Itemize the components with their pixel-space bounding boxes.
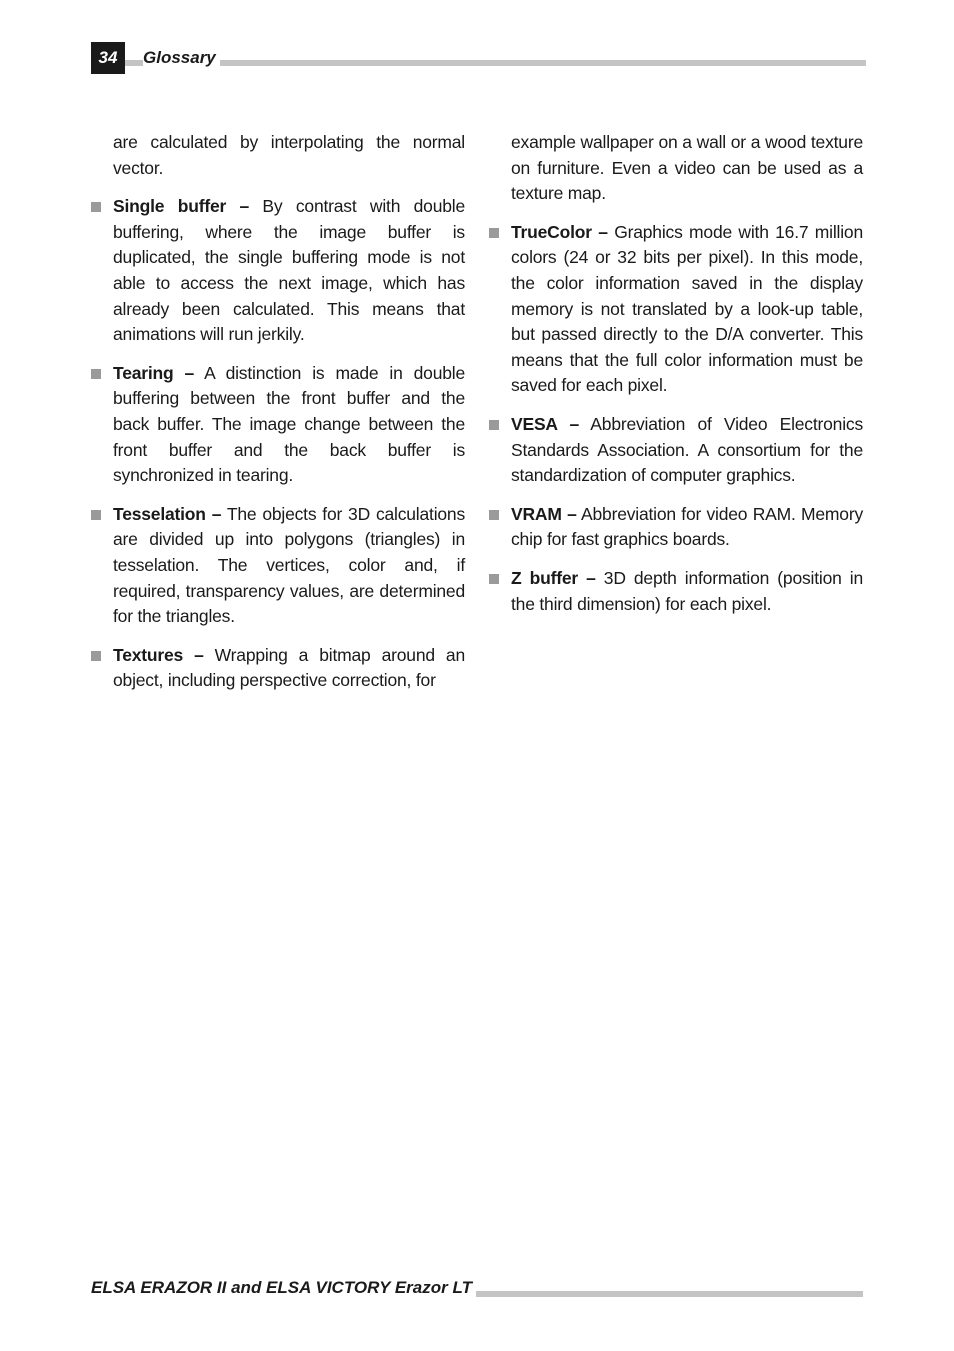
square-bullet-icon: [489, 420, 499, 430]
right-column: [511, 130, 863, 630]
square-bullet-icon: [91, 510, 101, 520]
glossary-term: Z buffer –: [511, 567, 596, 588]
glossary-entry: [113, 361, 465, 489]
glossary-definition: Abbreviation of Video Electronics Standards Association. A consortium for the standardization of computer graphics.: [511, 413, 864, 486]
left-column: [113, 130, 465, 707]
glossary-entry: [511, 502, 863, 553]
square-bullet-icon: [489, 574, 499, 584]
glossary-term: Single buffer –: [113, 196, 250, 217]
glossary-term: TrueColor –: [511, 221, 608, 242]
glossary-entry: [113, 643, 465, 694]
glossary-entry: [113, 194, 465, 348]
glossary-entry: [511, 566, 863, 617]
glossary-definition: A distinction is made in double buffering between the front buffer and the back buffer. The image change between the front buffer and the back buffer is synchronized in tearing.: [113, 362, 466, 486]
glossary-term: VRAM –: [511, 503, 577, 524]
glossary-term: Textures –: [113, 644, 204, 665]
glossary-definition: The objects for 3D calculations are divided up into polygons (triangles) in tesselation. The vertices, color and, if required, transparency values, are determined for the triangles.: [113, 503, 465, 627]
square-bullet-icon: [91, 369, 101, 379]
glossary-term: VESA –: [511, 413, 580, 434]
footer-title: ELSA ERAZOR II and ELSA VICTORY Erazor LT: [91, 1278, 476, 1298]
glossary-term: Tesselation –: [113, 503, 222, 524]
page-header: [91, 42, 866, 74]
glossary-entry: [511, 412, 863, 489]
square-bullet-icon: [489, 510, 499, 520]
glossary-definition: Abbreviation for video RAM. Memory chip for fast graphics boards.: [511, 503, 864, 550]
glossary-entry: [113, 502, 465, 630]
page-footer: [91, 1278, 863, 1304]
glossary-definition: Graphics mode with 16.7 million colors (24 or 32 bits per pixel). In this mode, the color information saved in the display memory is not translated by a look-up table, but passed directly to the D/A converter. This means that the full color information must be saved for each pixel.: [511, 221, 863, 396]
section-title: Glossary: [143, 48, 220, 68]
glossary-entry: [511, 220, 863, 399]
glossary-definition: Wrapping a bitmap around an object, including perspective correction, for: [113, 644, 465, 691]
glossary-definition: 3D depth information (position in the third dimension) for each pixel.: [511, 567, 863, 614]
page-number: 34: [91, 42, 125, 74]
square-bullet-icon: [91, 651, 101, 661]
header-rule: [125, 60, 866, 66]
square-bullet-icon: [91, 202, 101, 212]
square-bullet-icon: [489, 228, 499, 238]
continuation-text: example wallpaper on a wall or a wood texture on furniture. Even a video can be used as a texture map.: [511, 132, 863, 204]
continuation-text: are calculated by interpolating the normal vector.: [113, 132, 465, 178]
glossary-definition: By contrast with double buffering, where the image buffer is duplicated, the single buffering mode is not able to access the next image, which has already been calculated. This means that animations will run jerkily.: [113, 196, 465, 345]
glossary-term: Tearing –: [113, 362, 195, 383]
